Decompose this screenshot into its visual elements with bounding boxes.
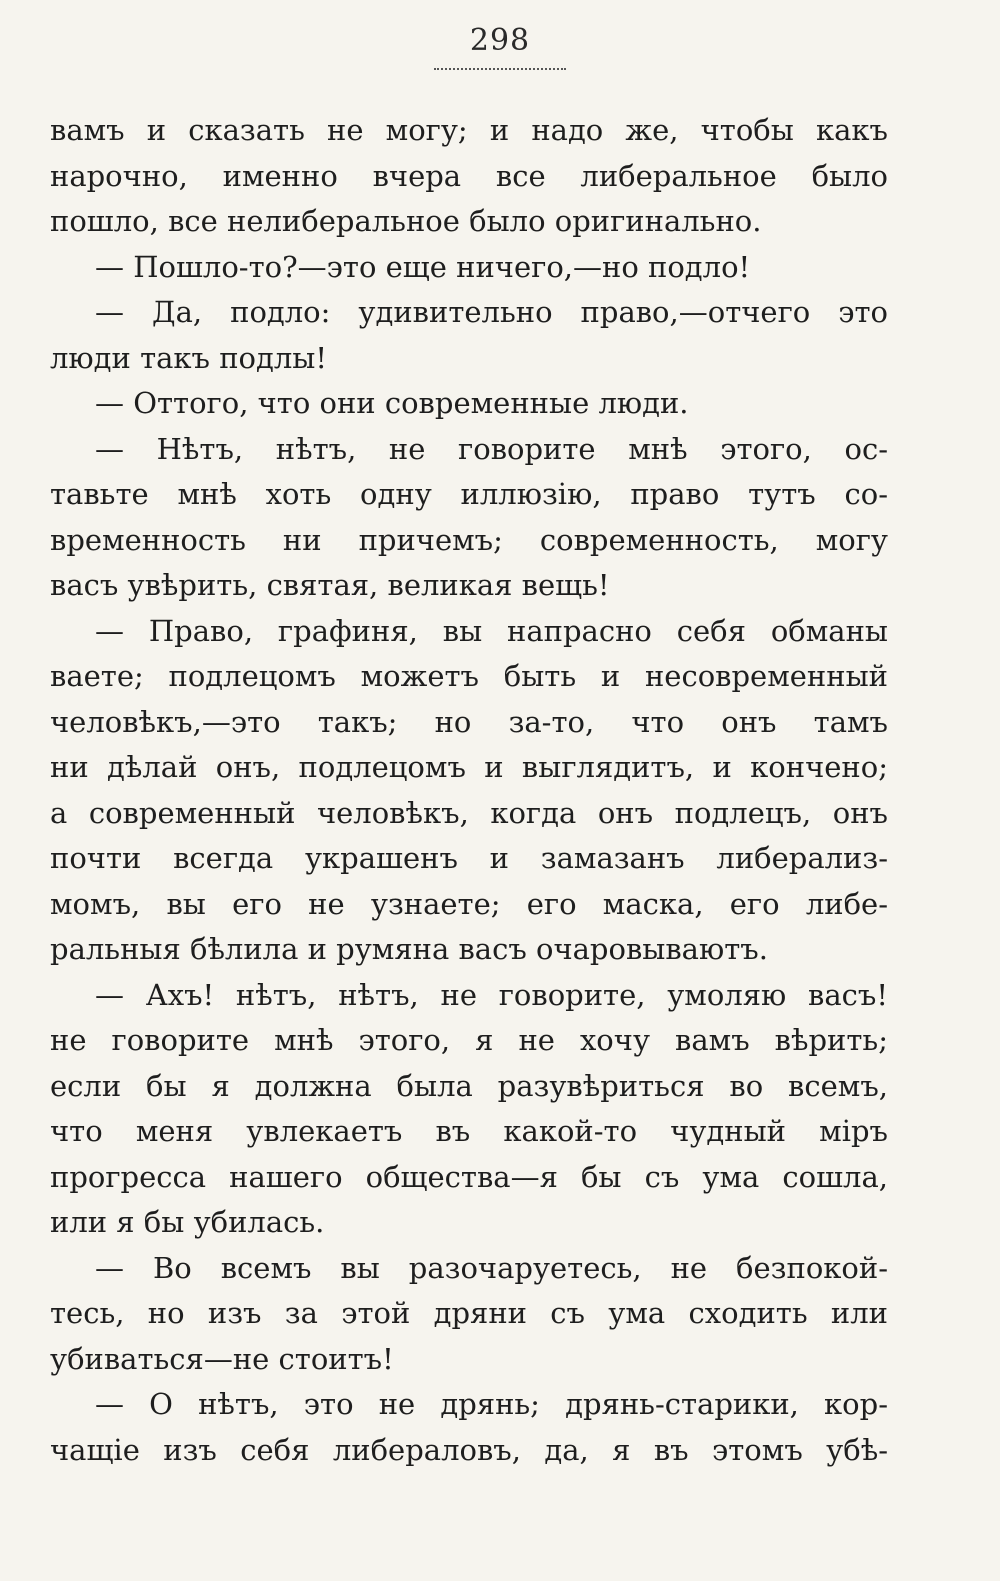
text-line: чащіе изъ себя либераловъ, да, я въ этомъ убѣ- xyxy=(50,1432,888,1467)
text-line: — Нѣтъ, нѣтъ, не говорите мнѣ этого, ос- xyxy=(95,431,888,466)
text-line: временность ни причемъ; современность, могу xyxy=(50,522,888,557)
text-line: тавьте мнѣ хоть одну иллюзію, право тутъ со- xyxy=(50,477,888,511)
text-line: вамъ и сказать не могу; и надо же, чтобы какъ xyxy=(50,113,888,147)
text-line: ваете; подлецомъ можетъ быть и несовременный xyxy=(50,659,888,693)
text-line: тесь, но изъ за этой дряни съ ума сходить или xyxy=(50,1296,888,1330)
text-line: что меня увлекаетъ въ какой-то чудный міръ xyxy=(50,1114,888,1148)
page-header xyxy=(0,18,1000,70)
text-line: человѣкъ,—это такъ; но за-то, что онъ тамъ xyxy=(50,704,888,739)
text-line: убиваться—не стоитъ! xyxy=(50,1341,394,1376)
text-line: — Во всемъ вы разочаруетесь, не безпокой- xyxy=(95,1250,888,1285)
text-line: — Да, подло: удивительно право,—отчего это xyxy=(95,295,888,329)
header-dotted-rule xyxy=(434,68,566,70)
text-line: момъ, вы его не узнаете; его маска, его либе- xyxy=(50,886,888,921)
text-line: — Ахъ! нѣтъ, нѣтъ, не говорите, умоляю васъ! xyxy=(95,977,888,1012)
text-line: почти всегда украшенъ и замазанъ либерализ- xyxy=(50,841,888,875)
text-line: ни дѣлай онъ, подлецомъ и выглядитъ, и кончено; xyxy=(50,750,888,784)
text-line: люди такъ подлы! xyxy=(50,340,328,375)
text-line: — О нѣтъ, это не дрянь; дрянь-старики, кор- xyxy=(95,1387,888,1421)
text-line: не говорите мнѣ этого, я не хочу вамъ вѣрить; xyxy=(50,1023,888,1057)
page-number: 298 xyxy=(469,23,531,58)
text-line: или я бы убилась. xyxy=(50,1205,325,1239)
text-line: — Право, графиня, вы напрасно себя обманы xyxy=(95,613,888,648)
text-line: если бы я должна была разувѣриться во всемъ, xyxy=(50,1068,888,1103)
text-line: нарочно, именно вчера все либеральное было xyxy=(50,158,888,193)
body-text xyxy=(50,108,888,1473)
text-line: прогресса нашего общества—я бы съ ума сошла, xyxy=(50,1159,888,1194)
text-line: ральныя бѣлила и румяна васъ очаровываютъ. xyxy=(50,932,768,966)
text-line: — Пошло-то?—это еще ничего,—но подло! xyxy=(95,249,751,284)
text-line: пошло, все нелиберальное было оригинально. xyxy=(50,204,762,238)
text-line: — Оттого, что они современные люди. xyxy=(95,386,689,420)
text-line: а современный человѣкъ, когда онъ подлецъ, онъ xyxy=(50,795,888,830)
text-line: васъ увѣрить, святая, великая вещь! xyxy=(50,568,610,602)
